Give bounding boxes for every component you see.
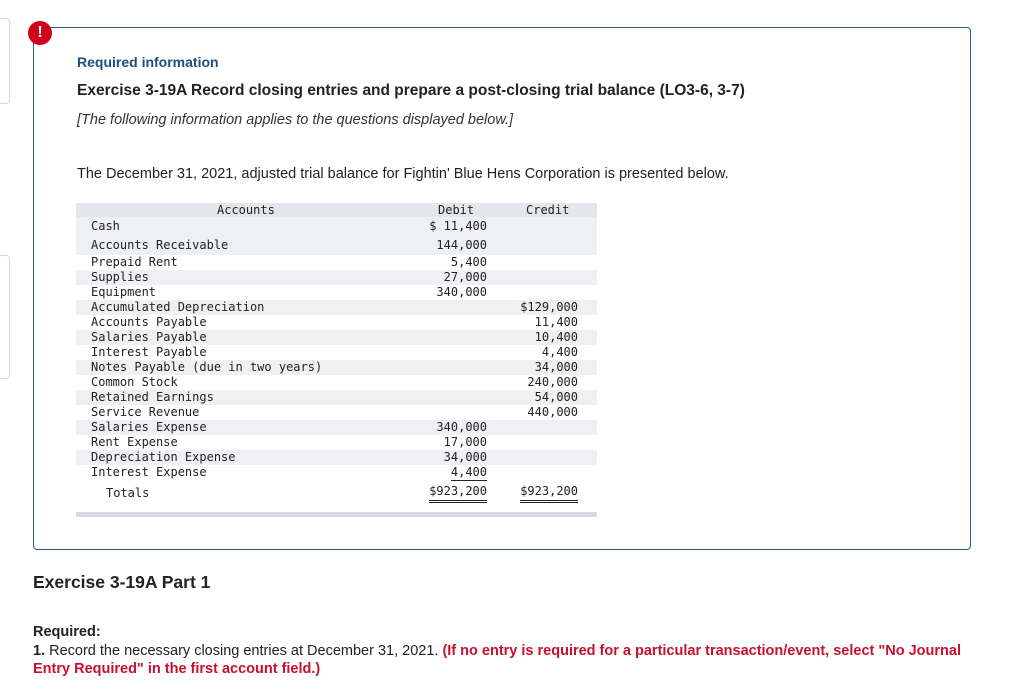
exercise-title: Exercise 3-19A Record closing entries and prepare a post-closing trial balance (LO3-6, 3-7) bbox=[77, 82, 745, 99]
alert-icon: ! bbox=[28, 21, 52, 45]
account-name: Accounts Payable bbox=[91, 315, 207, 329]
table-row bbox=[76, 435, 597, 450]
required-label: Required: bbox=[33, 624, 101, 640]
credit-amount: 34,000 bbox=[534, 360, 578, 374]
table-row bbox=[76, 217, 597, 236]
table-header bbox=[76, 203, 597, 217]
account-name: Supplies bbox=[91, 270, 149, 284]
table-row bbox=[76, 405, 597, 420]
account-name: Common Stock bbox=[91, 375, 178, 389]
debit-amount: 5,400 bbox=[450, 255, 487, 269]
required-instruction: Record the necessary closing entries at December 31, 2021. bbox=[49, 643, 439, 659]
debit-amount: 340,000 bbox=[436, 420, 487, 434]
credit-amount: 4,400 bbox=[541, 345, 578, 359]
intro-text: The December 31, 2021, adjusted trial balance for Fightin' Blue Hens Corporation is presented below. bbox=[77, 166, 729, 182]
debit-amount: $ 11,400 bbox=[429, 219, 487, 233]
table-row bbox=[76, 285, 597, 300]
required-info-panel bbox=[33, 27, 971, 550]
totals-debit: $923,200 bbox=[429, 482, 487, 503]
account-name: Cash bbox=[91, 219, 120, 233]
table-footer-bar bbox=[76, 512, 597, 517]
table-row bbox=[76, 236, 597, 255]
table-row bbox=[76, 345, 597, 360]
debit-amount: 4,400 bbox=[450, 465, 487, 479]
trial-balance-table bbox=[76, 203, 597, 517]
credit-amount: 54,000 bbox=[534, 390, 578, 404]
required-number: 1. bbox=[33, 643, 46, 659]
table-body bbox=[76, 217, 597, 480]
required-text bbox=[33, 642, 993, 678]
account-name: Depreciation Expense bbox=[91, 450, 236, 464]
header-credit: Credit bbox=[526, 203, 570, 217]
account-name: Prepaid Rent bbox=[91, 255, 178, 269]
debit-amount: 144,000 bbox=[436, 238, 487, 252]
account-name: Salaries Expense bbox=[91, 420, 207, 434]
account-name: Interest Payable bbox=[91, 345, 207, 359]
table-row bbox=[76, 330, 597, 345]
account-name: Salaries Payable bbox=[91, 330, 207, 344]
account-name: Equipment bbox=[91, 285, 157, 299]
side-panel-edge bbox=[0, 255, 10, 379]
account-name: Rent Expense bbox=[91, 435, 178, 449]
credit-amount: 240,000 bbox=[527, 375, 578, 389]
account-name: Retained Earnings bbox=[91, 390, 214, 404]
part-title: Exercise 3-19A Part 1 bbox=[33, 572, 211, 592]
table-row bbox=[76, 360, 597, 375]
required-note: (If no entry is required for a particular transaction/event, select "No Journal Entry Required" in the first account field.) bbox=[33, 643, 961, 677]
table-row bbox=[76, 315, 597, 330]
header-debit: Debit bbox=[438, 203, 475, 217]
header-accounts: Accounts bbox=[217, 203, 275, 217]
debit-amount: 34,000 bbox=[443, 450, 487, 464]
table-row bbox=[76, 300, 597, 315]
table-row bbox=[76, 465, 597, 480]
required-info-heading: Required information bbox=[77, 54, 219, 70]
table-row bbox=[76, 375, 597, 390]
table-row bbox=[76, 255, 597, 270]
totals-row bbox=[76, 482, 597, 504]
exercise-note: [The following information applies to the questions displayed below.] bbox=[77, 112, 514, 128]
table-row bbox=[76, 270, 597, 285]
debit-amount: 17,000 bbox=[443, 435, 487, 449]
credit-amount: 11,400 bbox=[534, 315, 578, 329]
account-name: Service Revenue bbox=[91, 405, 200, 419]
table-row bbox=[76, 450, 597, 465]
table-row bbox=[76, 420, 597, 435]
debit-amount: 340,000 bbox=[436, 285, 487, 299]
account-name: Accounts Receivable bbox=[91, 238, 229, 252]
table-row bbox=[76, 390, 597, 405]
side-panel-edge bbox=[0, 18, 10, 104]
credit-amount: 440,000 bbox=[527, 405, 578, 419]
credit-amount: 10,400 bbox=[534, 330, 578, 344]
totals-credit: $923,200 bbox=[520, 482, 578, 503]
credit-amount: $129,000 bbox=[520, 300, 578, 314]
account-name: Interest Expense bbox=[91, 465, 207, 479]
account-name: Accumulated Depreciation bbox=[91, 300, 265, 314]
debit-amount: 27,000 bbox=[443, 270, 487, 284]
account-name: Notes Payable (due in two years) bbox=[91, 360, 323, 374]
totals-label: Totals bbox=[106, 486, 150, 500]
